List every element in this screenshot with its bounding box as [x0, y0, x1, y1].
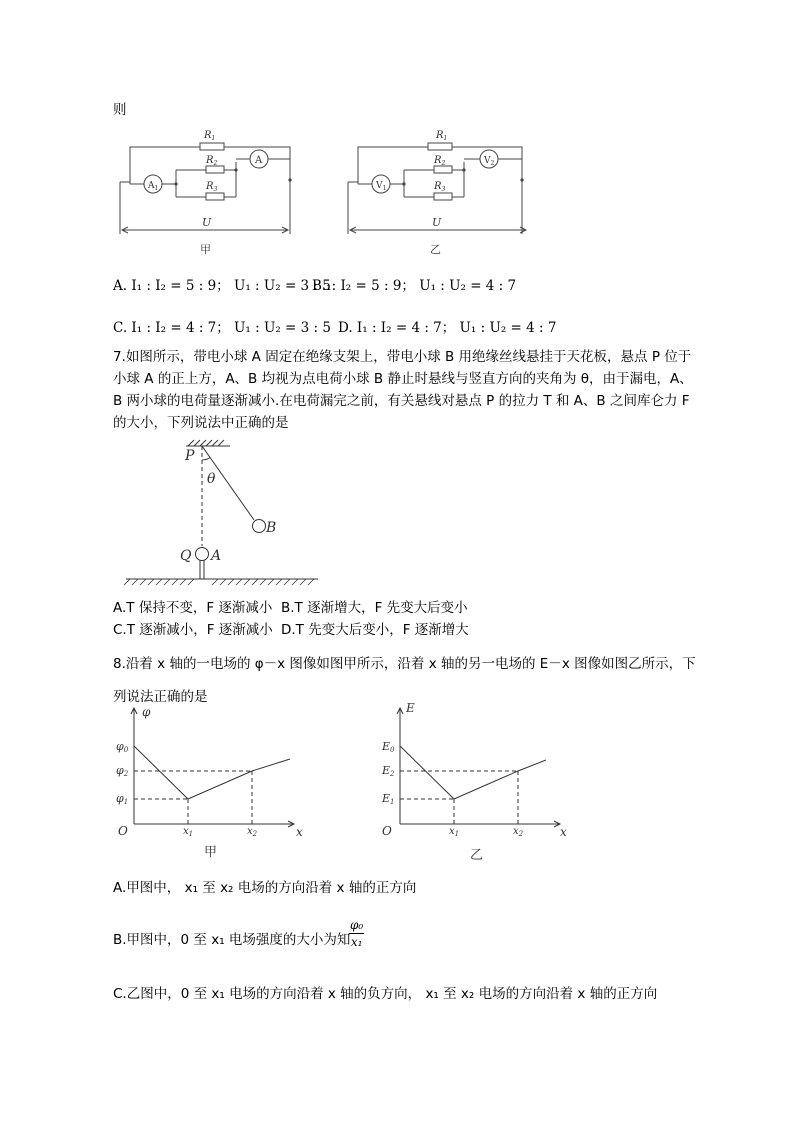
q8-option-a: A.甲图中， x₁ 至 x₂ 电场的方向沿着 x 轴的正方向 [113, 880, 417, 896]
voltmeter-V1: $V_1$ [376, 181, 387, 192]
label-U: U [432, 216, 442, 229]
tick-phi0: φ0 [116, 740, 129, 754]
fraction-numerator: φ₀ [350, 918, 364, 932]
q8-line-1: 8.沿着 x 轴的一电场的 φ－x 图像如图甲所示，沿着 x 轴的另一电场的 E－x 图像如图乙所示，下 [113, 656, 696, 672]
figure-name-yi: 乙 [470, 848, 484, 862]
tick-phi1: φ1 [116, 792, 129, 806]
tick-x1: $x_1$ [183, 826, 194, 838]
label-U: U [202, 216, 212, 229]
fraction-denominator: x₁ [350, 935, 363, 949]
axis-label-E: E [406, 702, 415, 715]
tick-E0: E0 [382, 740, 395, 754]
q8-graph-yi [378, 702, 578, 862]
q8-line-2: 列说法正确的是 [113, 689, 208, 705]
voltmeter-V2: $V_2$ [484, 156, 495, 167]
q7-pendulum-figure [122, 438, 322, 588]
q7-line-3: B 两小球的电荷量逐渐减小.在电荷漏完之前，有关悬线对悬点 P 的拉力 T 和 A、B 之间库仑力 F [113, 393, 690, 409]
figure-name-jia: 甲 [204, 845, 218, 860]
q7-option-a: A.T 保持不变，F 逐渐减小 [113, 600, 273, 616]
label-R1: $R_1$ [436, 130, 448, 142]
tick-E2: E2 [382, 764, 395, 778]
axis-label-x: x [296, 825, 303, 839]
label-Q: Q [180, 548, 192, 564]
label-P: P [185, 448, 195, 464]
tick-x2: $x_2$ [247, 826, 258, 838]
q6-option-c: C. I₁ : I₂ = 4 : 7； U₁ : U₂ = 3 : 5 [113, 320, 331, 336]
axis-label-x: x [560, 825, 567, 839]
label-R1: $R_1$ [204, 130, 216, 142]
intro-text: 则 [113, 102, 127, 118]
circuit-diagram-jia [112, 122, 297, 260]
q8-option-b: B.甲图中，0 至 x₁ 电场强度的大小为知 [113, 932, 351, 948]
q7-option-d: D.T 先变大后变小，F 逐渐增大 [281, 622, 469, 638]
label-A: A [211, 548, 222, 564]
ammeter-A1: $A_1$ [148, 181, 159, 192]
label-R2: $R_2$ [434, 155, 446, 167]
label-theta: θ [207, 471, 216, 487]
origin-O: O [118, 824, 128, 838]
label-B: B [266, 520, 277, 536]
q7-stem [113, 346, 693, 434]
ammeter-A: A [255, 155, 263, 166]
label-R2: $R_2$ [206, 155, 218, 167]
q8-option-c: C.乙图中，0 至 x₁ 电场的方向沿着 x 轴的负方向， x₁ 至 x₂ 电场的方向沿着 x 轴的正方向 [113, 986, 658, 1002]
q7-line-1: 7.如图所示，带电小球 A 固定在绝缘支架上，带电小球 B 用绝缘丝线悬挂于天花板，悬点 P 位于 [113, 349, 692, 365]
tick-phi2: φ2 [116, 764, 129, 778]
tick-x1: $x_1$ [449, 826, 460, 838]
q6-option-d: D. I₁ : I₂ = 4 : 7； U₁ : U₂ = 4 : 7 [338, 320, 557, 336]
label-R3: $R_3$ [434, 181, 446, 193]
axis-label-phi: φ [142, 705, 151, 719]
q7-line-2: 小球 A 的正上方，A、B 均视为点电荷小球 B 静止时悬线与竖直方向的夹角为 θ，由于漏电，A、 [113, 371, 693, 387]
q7-option-b: B.T 逐渐增大，F 先变大后变小 [281, 600, 468, 616]
tick-x2: $x_2$ [513, 826, 524, 838]
label-R3: $R_3$ [206, 181, 218, 193]
q6-option-b: B.₁: I₂ = 5 : 9； U₁ : U₂ = 4 : 7 [312, 278, 517, 294]
q7-option-c: C.T 逐渐减小，F 逐渐减小 [113, 622, 273, 638]
q7-line-4: 的大小，下列说法中正确的是 [113, 415, 289, 431]
figure-name-yi: 乙 [430, 243, 441, 256]
tick-E1: E1 [382, 792, 395, 806]
q8-option-b-fraction [349, 918, 364, 949]
circuit-diagram-yi [340, 122, 535, 260]
figure-name-jia: 甲 [200, 243, 211, 256]
origin-O: O [382, 824, 392, 838]
q8-graph-jia [112, 702, 312, 862]
q6-option-a: A. I₁ : I₂ = 5 : 9； U₁ : U₂ = 3 : 5 [113, 278, 331, 294]
